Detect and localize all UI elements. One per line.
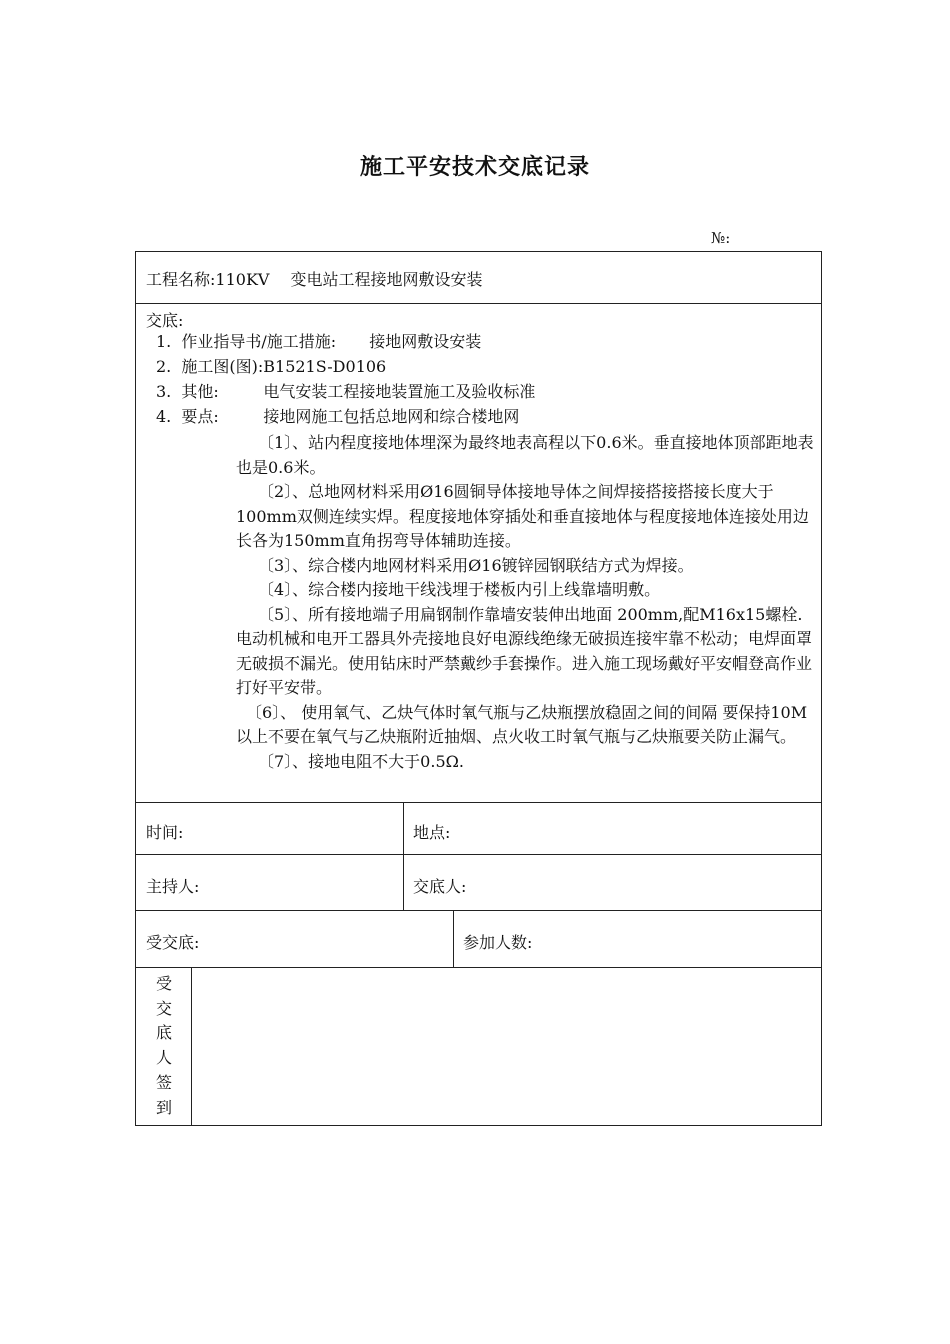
- project-value: 110KV 变电站工程接地网敷设安装: [215, 270, 483, 289]
- handover-item-3: [156, 379, 535, 404]
- host-label: 主持人:: [146, 877, 200, 896]
- item-label: 作业指导书/施工措施:: [181, 332, 337, 351]
- signature-area[interactable]: [192, 968, 821, 1125]
- receiver-label: 受交底:: [146, 933, 200, 952]
- row-divider: [136, 910, 821, 911]
- presenter-label: 交底人:: [413, 877, 467, 896]
- item-value: 接地网敷设安装: [369, 332, 482, 351]
- handover-item-1: [156, 329, 481, 354]
- record-number-label: №:: [711, 229, 731, 247]
- signature-char: 签: [155, 1072, 172, 1092]
- item-value: B1521S-D0106: [263, 357, 387, 376]
- item-number: 3.: [156, 382, 172, 401]
- item-value: 接地网施工包括总地网和综合楼地网: [263, 407, 520, 426]
- handover-item-2: [156, 354, 386, 379]
- handover-item-4: [156, 404, 519, 429]
- document-title: 施工平安技术交底记录: [359, 155, 590, 180]
- key-point-1: 〔1〕、站内程度接地体埋深为最终地表高程以下0.6米。垂直接地体顶部距地表也是0.6米。: [236, 433, 814, 477]
- item-label: 要点:: [181, 407, 219, 426]
- column-divider: [403, 802, 404, 854]
- signature-char: 受: [155, 974, 172, 993]
- signature-char: 到: [155, 1097, 172, 1117]
- item-number: 2.: [156, 357, 172, 376]
- place-label: 地点:: [413, 823, 451, 842]
- column-divider: [403, 854, 404, 910]
- time-label: 时间:: [146, 823, 184, 842]
- item-number: 4.: [156, 407, 172, 426]
- key-points: [236, 431, 816, 774]
- item-number: 1.: [156, 332, 172, 351]
- item-label: 施工图(图):: [181, 357, 264, 376]
- record-table: [135, 251, 822, 1126]
- key-point-7: 〔7〕、接地电阻不大于0.5Ω.: [258, 751, 464, 771]
- project-label: 工程名称:: [146, 270, 216, 289]
- signature-char: 交: [155, 998, 172, 1018]
- column-divider: [453, 910, 454, 967]
- row-divider: [136, 802, 821, 803]
- key-point-5: 〔5〕、所有接地端子用扁钢制作靠墙安装伸出地面 200mm,配M16x15螺栓. 电动机械和电开工器具外壳接地良好电源线绝缘无破损连接牢靠不松动；电焊面罩无破损不漏光。使用钻床时严禁戴纱手套操作。进入施工现场戴好平安帽登高作业打好平安带。: [236, 604, 813, 697]
- row-divider: [136, 854, 821, 855]
- key-point-2: 〔2〕、总地网材料采用Ø16圆铜导体接地导体之间焊接搭接搭接长度大于100mm双侧连续实焊。程度接地体穿插处和垂直接地体与程度接地体连接处用边长各为150mm直角拐弯导体辅助连接。: [236, 482, 809, 550]
- project-row: [146, 267, 483, 290]
- handover-label: 交底:: [146, 311, 184, 330]
- key-point-3: 〔3〕、综合楼内地网材料采用Ø16镀锌园钢联结方式为焊接。: [258, 555, 694, 575]
- signature-char: 人: [155, 1048, 172, 1068]
- attendees-label: 参加人数:: [463, 933, 533, 952]
- key-point-6: 〔6〕、 使用氧气、乙炔气体时氧气瓶与乙炔瓶摆放稳固之间的间隔 要保持10M以上不要在氧气与乙炔瓶附近抽烟、点火收工时氧气瓶与乙炔瓶要关防止漏气。: [236, 702, 808, 746]
- signature-char: 底: [155, 1023, 172, 1043]
- row-divider: [136, 303, 821, 304]
- item-value: 电气安装工程接地装置施工及验收标准: [263, 382, 536, 401]
- item-label: 其他:: [181, 382, 219, 401]
- key-point-4: 〔4〕、综合楼内接地干线浅埋于楼板内引上线靠墙明敷。: [258, 580, 661, 599]
- signature-label: [136, 972, 192, 1120]
